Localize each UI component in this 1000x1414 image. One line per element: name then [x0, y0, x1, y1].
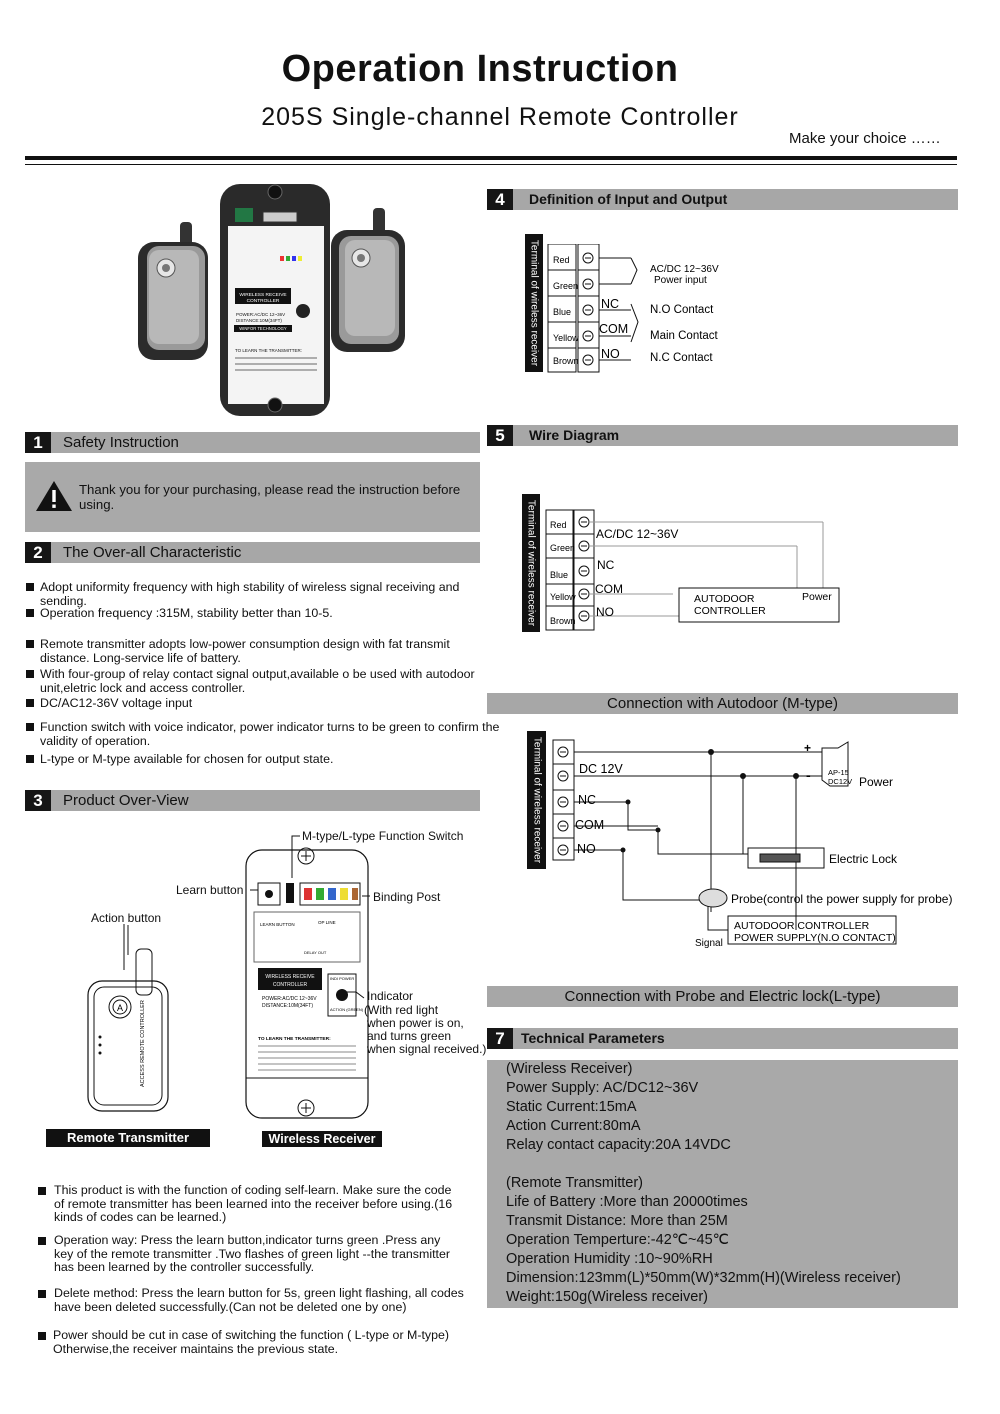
plus-sign: +: [804, 741, 812, 755]
tech-line: (Wireless Receiver): [506, 1061, 633, 1077]
section-number: 1: [25, 432, 51, 453]
contact-label: NC: [597, 558, 615, 572]
caption-autodoor-mtype: Connection with Autodoor (M-type): [487, 693, 958, 714]
device-spec-2: DISTANCE:10M(34FT): [236, 318, 282, 323]
tech-line: Life of Battery :More than 20000times: [506, 1194, 748, 1210]
section-title: Definition of Input and Output: [529, 191, 728, 207]
wire-label: Brown: [550, 616, 576, 626]
section-4-header: [487, 189, 958, 210]
label-learn-button: Learn button: [176, 883, 244, 897]
label-indicator-detail: when power is on,: [367, 1016, 464, 1030]
device-brand-1: WIRELESS RECEIVE: [265, 974, 315, 980]
contact-definition: N.O Contact: [650, 304, 714, 316]
section-2-header: [25, 542, 480, 563]
device-spec-2: DISTANCE:10M(34FT): [262, 1003, 314, 1009]
wire-label: Yellow: [550, 592, 576, 602]
wire-label: Red: [553, 255, 570, 265]
device-brand-2: CONTROLLER: [272, 982, 308, 988]
caption-remote-transmitter: Remote Transmitter: [46, 1129, 210, 1147]
contact-label: NO: [601, 347, 620, 361]
wire-label: Red: [550, 520, 567, 530]
label-indicator: Indicator: [367, 989, 414, 1003]
device-howto: TO LEARN THE TRANSMITTER:: [258, 1037, 331, 1042]
caption-wireless-receiver: Wireless Receiver: [262, 1131, 382, 1147]
device-ind-print: INDI POWER: [330, 976, 355, 981]
controller-box-label: POWER SUPPLY(N.O CONTACT): [734, 932, 896, 944]
label-function-switch: M-type/L-type Function Switch: [302, 829, 464, 843]
page-subtitle: 205S Single-channel Remote Controller: [261, 103, 739, 131]
contact-label: NO: [577, 842, 596, 856]
electric-lock-label: Electric Lock: [829, 852, 898, 866]
device-act-print: ACTION (GREEN): [330, 1007, 364, 1012]
wire-label: Yellow: [553, 333, 579, 343]
section-1-header: [25, 432, 480, 453]
controller-power-label: Power: [802, 591, 832, 603]
io-definition-diagram: [545, 244, 755, 374]
tech-line: Dimension:123mm(L)*50mm(W)*32mm(H)(Wireless receiver): [506, 1270, 901, 1286]
contact-label: COM: [575, 818, 605, 832]
page-title: Operation Instruction: [281, 48, 679, 90]
safety-box: [25, 462, 480, 532]
label-action-button: Action button: [91, 911, 162, 925]
contact-label: COM: [599, 322, 629, 336]
remote-transmitter-left-image: [138, 222, 208, 360]
header-rule-thin: [25, 164, 957, 165]
section-title: Product Over-View: [63, 792, 189, 809]
contact-definition: Main Contact: [650, 330, 718, 342]
tech-line: Static Current:15mA: [506, 1099, 637, 1115]
tech-line: Weight:150g(Wireless receiver): [506, 1289, 708, 1305]
device-op-print: OP LINE: [318, 920, 336, 925]
callout-lines: [0, 820, 500, 1080]
wire-label: Brown: [553, 356, 579, 366]
adapter-label: AP-15: [828, 768, 849, 777]
terminal-label-bar: Terminal of wireless receiver: [522, 494, 540, 632]
power-input-label: Power input: [654, 275, 707, 286]
label-indicator-detail: and turns green: [367, 1029, 452, 1043]
technical-parameters: [487, 1060, 958, 1308]
device-brand-2: CONTROLLER: [246, 299, 280, 304]
section-title: Wire Diagram: [529, 427, 620, 443]
device-delay-print: DELAY OUT: [304, 950, 327, 955]
device-learn-print: LEARN BUTTON: [260, 922, 295, 927]
tech-line: Relay contact capacity:20A 14VDC: [506, 1137, 731, 1153]
terminal-label-bar: Terminal of wireless receiver: [525, 234, 543, 372]
section-number: 5: [487, 425, 513, 446]
wire-label: Green: [550, 543, 576, 553]
power-label: AC/DC 12~36V: [596, 527, 679, 541]
adapter-label: DC12V: [828, 777, 853, 786]
product-photo: [135, 180, 415, 418]
label-indicator-detail: (With red light: [364, 1003, 439, 1017]
warning-icon: [35, 480, 73, 512]
controller-box-label: AUTODOOR CONTROLLER: [734, 920, 870, 932]
device-spec-1: POWER:AC/DC 12~36V: [236, 312, 286, 317]
section-title: Technical Parameters: [521, 1030, 665, 1046]
section-number: 7: [487, 1028, 513, 1049]
tagline: Make your choice ……: [789, 130, 941, 147]
section-7-header: [487, 1028, 958, 1049]
section-title: The Over-all Characteristic: [63, 544, 242, 561]
section-number: 3: [25, 790, 51, 811]
dc-label: DC 12V: [579, 762, 623, 776]
tech-line: Operation Humidity :10~90%RH: [506, 1251, 713, 1267]
wireless-receiver-image: [220, 184, 330, 416]
wire-label: Blue: [553, 307, 572, 317]
device-howto: TO LEARN THE TRANSMITTER:: [235, 348, 303, 353]
contact-label: NC: [601, 297, 620, 311]
contact-label: NO: [596, 605, 614, 619]
tech-line: Action Current:80mA: [506, 1118, 641, 1134]
contact-label: NC: [578, 793, 597, 807]
section-number: 4: [487, 189, 513, 210]
section-title: Safety Instruction: [63, 434, 179, 451]
controller-label: CONTROLLER: [694, 605, 766, 617]
device-maker: WINFOR TECHNOLOGY: [239, 326, 287, 331]
controller-label: AUTODOOR: [694, 593, 755, 605]
tech-line: Power Supply: AC/DC12~36V: [506, 1080, 699, 1096]
label-binding-post: Binding Post: [373, 890, 441, 904]
remote-transmitter-right-image: [331, 208, 405, 352]
safety-text: Thank you for your purchasing, please read the instruction before using.: [79, 482, 461, 512]
minus-sign: -: [806, 767, 811, 783]
section-3-header: [25, 790, 480, 811]
signal-label: Signal: [695, 938, 723, 949]
wire-diagram: [543, 508, 843, 633]
power-label: Power: [859, 775, 894, 789]
tech-line: Operation Temperture:-42℃~45℃: [506, 1232, 729, 1248]
autodoor-connection-diagram: [548, 730, 968, 950]
svg-text:A: A: [116, 1003, 124, 1013]
contact-definition: N.C Contact: [650, 352, 713, 364]
section-number: 2: [25, 542, 51, 563]
label-indicator-detail: when signal received.): [367, 1042, 487, 1056]
terminal-label-bar: Terminal of wireless receiver: [527, 731, 546, 869]
caption-probe-lock-ltype: Connection with Probe and Electric lock(L-type): [487, 986, 958, 1007]
device-spec-1: POWER:AC/DC 12~36V: [262, 996, 317, 1002]
probe-label: Probe(control the power supply for probe): [731, 892, 953, 906]
wire-label: Green: [553, 281, 579, 291]
remote-side-print: ACCESS REMOTE CONTROLLER: [140, 1000, 146, 1087]
device-brand-1: WIRELESS RECEIVE: [239, 293, 287, 298]
power-input-label: AC/DC 12~36V: [650, 264, 719, 275]
section-5-header: [487, 425, 958, 446]
tech-line: (Remote Transmitter): [506, 1175, 643, 1191]
wire-label: Blue: [550, 570, 569, 580]
contact-label: COM: [595, 582, 623, 596]
header-rule: [25, 156, 957, 160]
tech-line: Transmit Distance: More than 25M: [506, 1213, 728, 1229]
